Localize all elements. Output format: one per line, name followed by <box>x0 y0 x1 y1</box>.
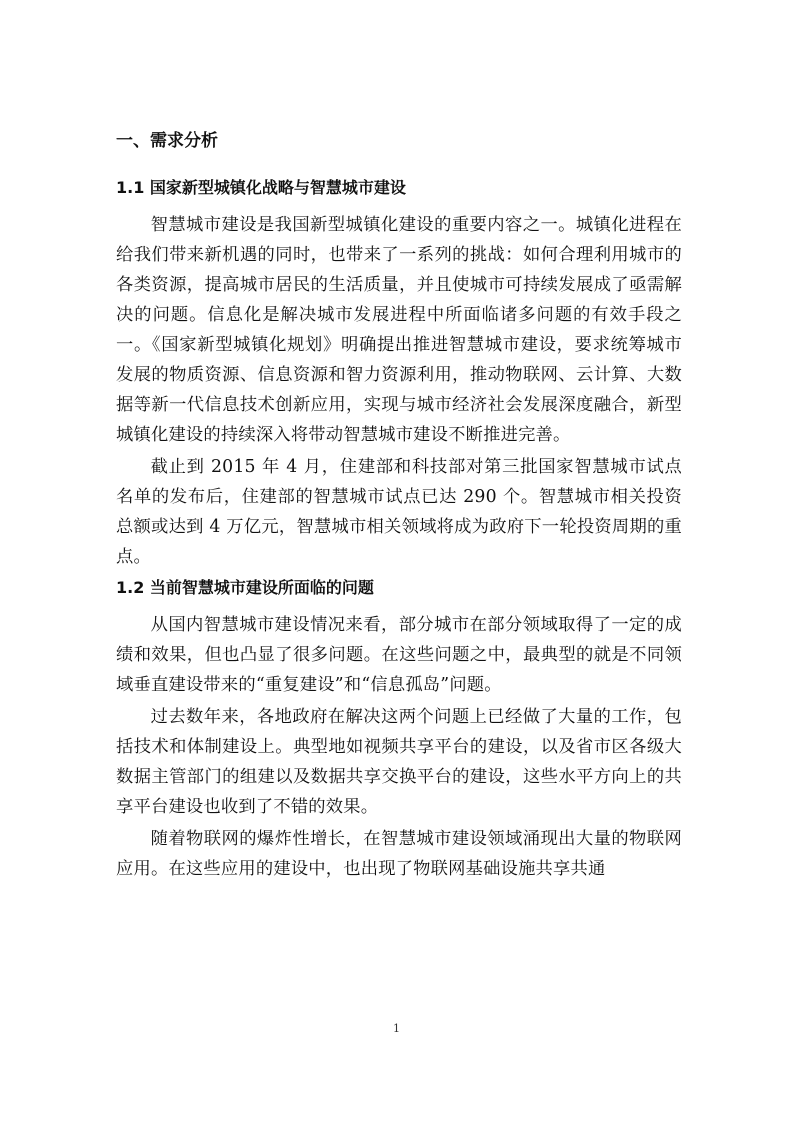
paragraph: 过去数年来，各地政府在解决这两个问题上已经做了大量的工作，包括技术和体制建设上。典型地如视频共享平台的建设，以及省市区各级大数据主管部门的组建以及数据共享交换平台的建设，这些水平方向上的共享平台建设也收到了不错的效果。 <box>116 707 682 817</box>
page-number: 1 <box>393 1022 400 1035</box>
section-heading-1-2: 1.2 当前智慧城市建设所面临的问题 <box>116 578 374 597</box>
paragraph: 截止到 2015 年 4 月，住建部和科技部对第三批国家智慧城市试点名单的发布后，住建部的智慧城市试点已达 290 个。智慧城市相关投资总额或达到 4 万亿元，智慧城市相关领域将成为政府下一轮投资周期的重点。 <box>116 457 682 567</box>
paragraph: 从国内智慧城市建设情况来看，部分城市在部分领域取得了一定的成绩和效果，但也凸显了很多问题。在这些问题之中，最典型的就是不同领域垂直建设带来的“重复建设”和“信息孤岛”问题。 <box>116 615 682 695</box>
paragraph: 智慧城市建设是我国新型城镇化建设的重要内容之一。城镇化进程在给我们带来新机遇的同时，也带来了一系列的挑战：如何合理利用城市的各类资源，提高城市居民的生活质量，并且使城市可持续发展成了亟需解决的问题。信息化是解决城市发展进程中所面临诸多问题的有效手段之一。《国家新型城镇化规划》明确提出推进智慧城市建设，要求统筹城市发展的物质资源、信息资源和智力资源利用，推动物联网、云计算、大数据等新一代信息技术创新应用，实现与城市经济社会发展深度融合，新型城镇化建设的持续深入将带动智慧城市建设不断推进完善。 <box>116 215 682 445</box>
chapter-heading: 一、需求分析 <box>116 131 218 151</box>
document-page <box>116 126 682 886</box>
section-heading-1-1: 1.1 国家新型城镇化战略与智慧城市建设 <box>116 178 406 197</box>
paragraph: 随着物联网的爆炸性增长，在智慧城市建设领域涌现出大量的物联网应用。在这些应用的建设中，也出现了物联网基础设施共享共通 <box>116 829 682 879</box>
